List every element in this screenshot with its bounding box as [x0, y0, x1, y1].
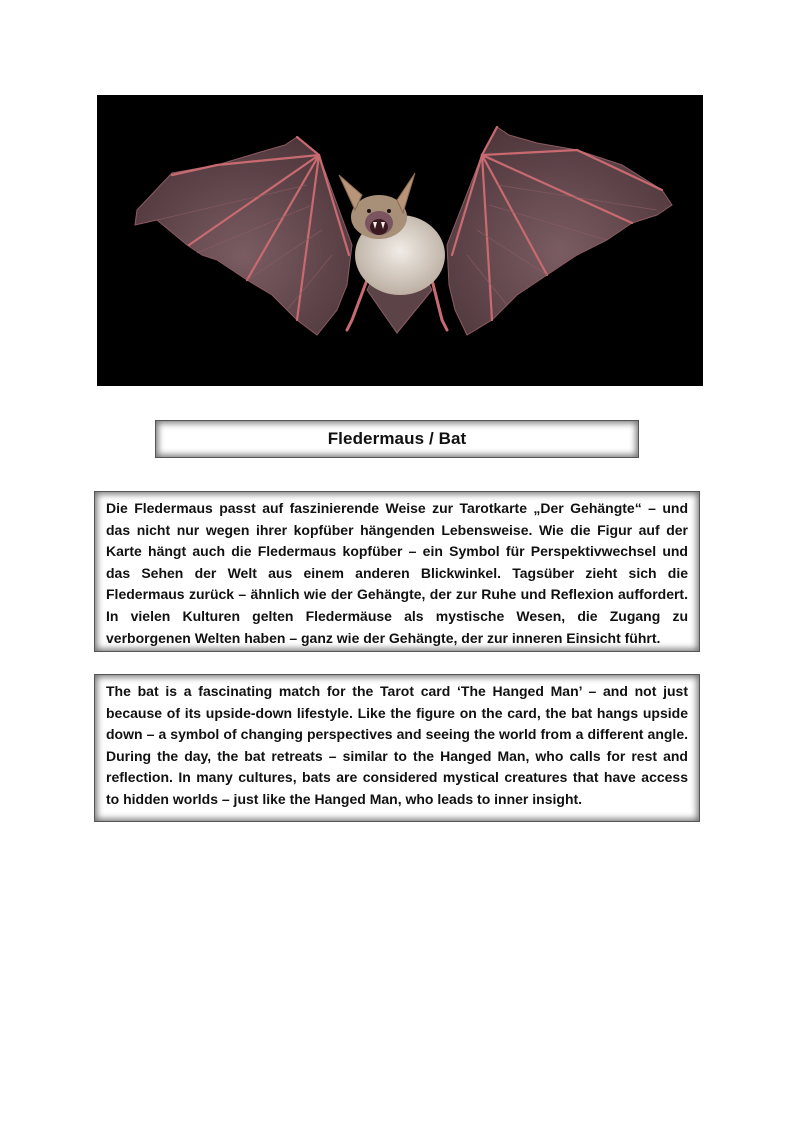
mouth [370, 219, 388, 235]
german-text-box [94, 491, 700, 652]
title-box [155, 420, 639, 458]
english-paragraph: The bat is a fascinating match for the Tarot card ‘The Hanged Man’ – and not just because of its upside-down lifestyle. Like the figure on the card, the bat hangs upside down – a symbol of changing perspectives and seeing the world from a different angle. During the day, the bat retreats – similar to the Hanged Man, who calls for rest and reflection. In many cultures, bats are considered mystical creatures that have access to hidden worlds – just like the Hanged Man, who leads to inner insight. [106, 683, 688, 807]
bat-illustration [97, 95, 703, 386]
english-text-box [94, 674, 700, 822]
bat-photo [97, 95, 703, 386]
german-paragraph: Die Fledermaus passt auf faszinierende Weise zur Tarotkarte „Der Gehängte“ – und das nicht nur wegen ihrer kopfüber hängenden Lebensweise. Wie die Figur auf der Karte hängt auch die Fledermaus kopfüber – ein Symbol für Perspektivwechsel und das Sehen der Welt aus einem anderen Blickwinkel. Tagsüber zieht sich die Fledermaus zurück – ähnlich wie der Gehängte, der zur Ruhe und Reflexion auffordert. In vielen Kulturen gelten Fledermäuse als mystische Wesen, die Zugang zu verborgenen Welten haben – ganz wie der Gehängte, der zur inneren Einsicht führt. [106, 500, 688, 646]
page-title: Fledermaus / Bat [327, 429, 467, 448]
